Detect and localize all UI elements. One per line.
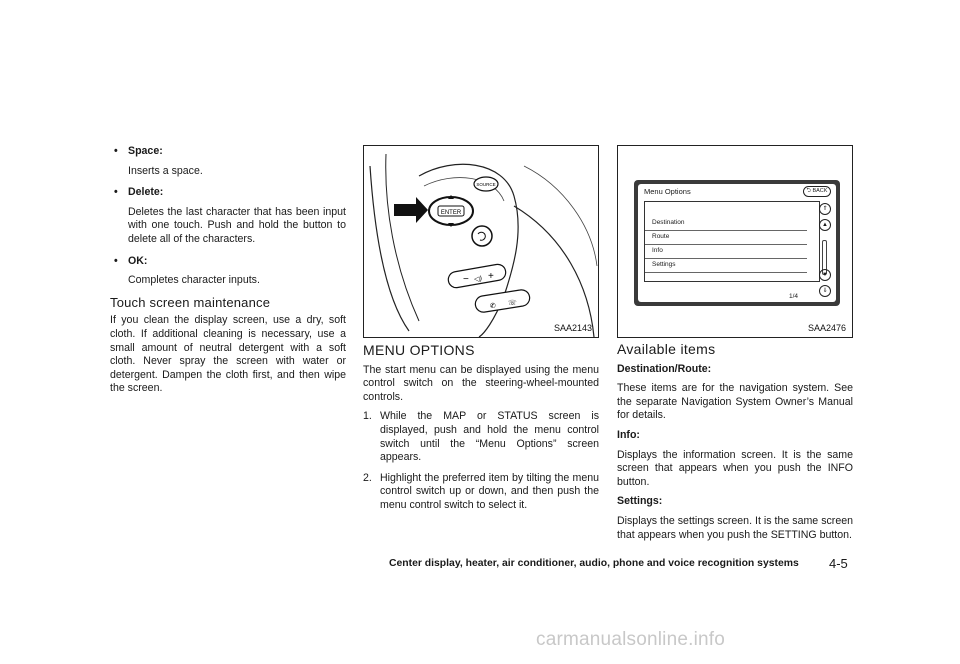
- bullet-desc: Deletes the last character that has been input with one touch. Push and hold the button to delete all of the characters.: [128, 205, 346, 245]
- step-number: 1.: [363, 410, 372, 423]
- bullet-title: OK:: [128, 254, 148, 267]
- figure-menu-options-screen: [617, 145, 853, 338]
- svg-text:◁): ◁): [474, 275, 483, 283]
- watermark: carmanualsonline.info: [536, 629, 726, 650]
- figure-caption: SAA2143: [553, 323, 592, 333]
- bullet-ok: [110, 255, 346, 288]
- bullet-title: Space:: [128, 145, 163, 157]
- item-label-settings: Settings:: [617, 495, 663, 508]
- bullet-title: Delete:: [128, 186, 164, 199]
- page-indicator: 1/4: [788, 293, 798, 300]
- step-number: 2.: [363, 471, 372, 484]
- item-label-info: Info:: [617, 428, 640, 441]
- item-desc-destination-route: These items are for the navigation system. See the separate Navigation System Owner’s Manual for details.: [617, 382, 853, 422]
- bullet-space: [110, 145, 346, 178]
- menu-divider: [645, 244, 807, 245]
- scroll-down-icon[interactable]: ▼: [819, 269, 831, 281]
- back-button[interactable]: ⮌ BACK: [803, 186, 831, 197]
- menu-item-route[interactable]: Route: [652, 233, 670, 240]
- figure-caption: SAA2476: [807, 323, 846, 333]
- back-button-icon: [472, 226, 492, 246]
- item-desc-info: Displays the information screen. It is the same screen that appears when you push the INFO button.: [617, 448, 853, 488]
- source-label: SOURCE: [476, 182, 496, 187]
- column-left: [110, 145, 346, 402]
- display-screen: [634, 180, 840, 306]
- touch-screen-paragraph: If you clean the display screen, use a dry, soft cloth. If additional cleaning is necessary, use a small amount of neutral detergent with a soft cloth. Never spray the screen with water or detergent. Dampen the cloth first, and then wipe the screen.: [110, 314, 346, 395]
- section-heading-touch-screen: Touch screen maintenance: [110, 294, 271, 310]
- back-label: BACK: [812, 188, 828, 194]
- section-heading-available-items: Available items: [617, 341, 716, 357]
- bullet-desc: Completes character inputs.: [128, 274, 260, 287]
- bullet-dot: •: [114, 186, 118, 199]
- page-up-icon[interactable]: ⇑: [819, 203, 831, 215]
- bullet-delete: [110, 186, 346, 246]
- bullet-desc: Inserts a space.: [128, 164, 203, 177]
- menu-item-info[interactable]: Info: [652, 247, 663, 254]
- menu-item-settings[interactable]: Settings: [652, 261, 676, 268]
- section-heading-menu-options: MENU OPTIONS: [363, 342, 475, 358]
- figure-steering-switch: [363, 145, 599, 338]
- step-2: [363, 472, 599, 513]
- footer-section-title: Center display, heater, air conditioner, audio, phone and voice recognition systems: [389, 558, 799, 569]
- menu-title: Menu Options: [644, 187, 691, 196]
- page-number: 4-5: [829, 556, 848, 571]
- phone-voice-switch-icon: [475, 290, 529, 312]
- steering-wheel-illustration: [364, 146, 598, 337]
- column-right: [617, 343, 853, 548]
- menu-options-window: [638, 184, 836, 302]
- page-down-icon[interactable]: ⇓: [819, 285, 831, 297]
- enter-label: ENTER: [440, 210, 462, 216]
- svg-text:☏: ☏: [508, 299, 517, 307]
- menu-divider: [645, 272, 807, 273]
- svg-text:+: +: [488, 271, 494, 282]
- step-text: Highlight the preferred item by tilting the menu control switch up or down, and then push the menu control switch to select it.: [380, 471, 599, 511]
- item-desc-settings: Displays the settings screen. It is the same screen that appears when you push the SETTING button.: [617, 514, 853, 541]
- step-1: [363, 410, 599, 464]
- menu-item-destination[interactable]: Destination: [652, 219, 685, 226]
- item-label-destination-route: Destination/Route:: [617, 362, 712, 375]
- step-text: While the MAP or STATUS screen is displayed, push and hold the menu control switch until the “Menu Options” screen appears.: [380, 410, 599, 464]
- bullet-dot: •: [114, 254, 118, 267]
- bullet-dot: •: [114, 145, 118, 157]
- svg-text:✆: ✆: [490, 302, 496, 310]
- svg-text:−: −: [463, 274, 469, 285]
- menu-options-intro: The start menu can be displayed using the menu control switch on the steering-wheel-mounted controls.: [363, 363, 599, 403]
- pointer-arrow-icon: [394, 197, 428, 223]
- scroll-up-icon[interactable]: ▲: [819, 219, 831, 231]
- column-middle: [363, 344, 599, 520]
- menu-list: [644, 201, 820, 282]
